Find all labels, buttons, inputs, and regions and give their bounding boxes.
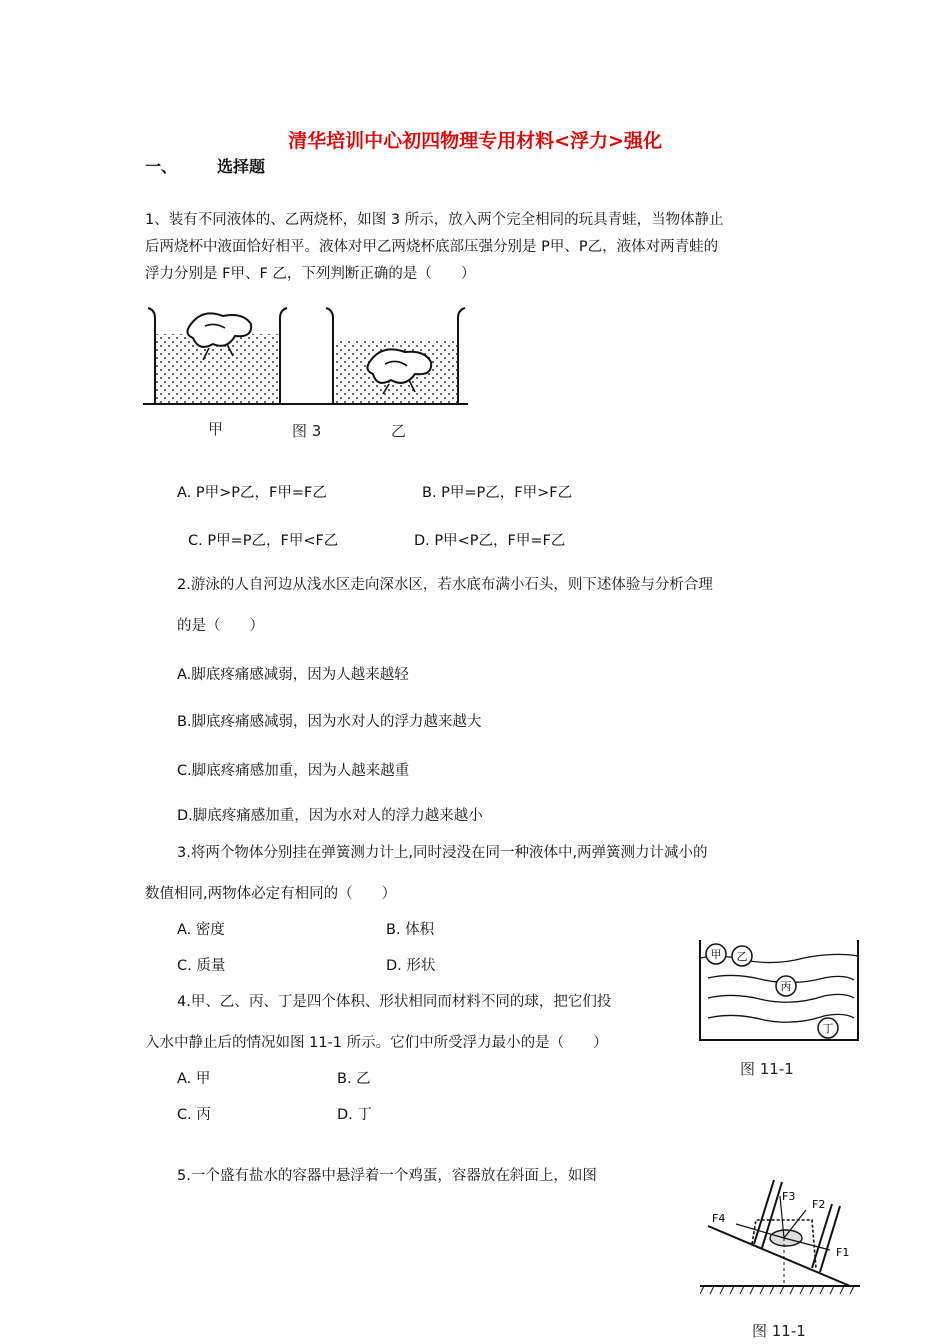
q2-option-d: D.脚底疼痛感加重，因为水对人的浮力越来越小 <box>177 808 483 824</box>
q1-option-b: B. P甲=P乙，F甲>F乙 <box>422 485 573 501</box>
q3-option-c: C. 质量 <box>177 958 226 974</box>
q2-option-c: C.脚底疼痛感加重，因为人越来越重 <box>177 763 410 779</box>
svg-text:乙: 乙 <box>736 950 748 963</box>
q4-option-a: A. 甲 <box>177 1071 211 1087</box>
q1-option-d: D. P甲<P乙，F甲=F乙 <box>414 533 566 549</box>
q3-option-a: A. 密度 <box>177 922 225 938</box>
svg-text:甲: 甲 <box>710 948 722 961</box>
q1-fig-caption: 图 3 <box>292 422 322 440</box>
q3-option-b: B. 体积 <box>386 922 435 938</box>
page-title: 清华培训中心初四物理专用材料<浮力>强化 <box>288 130 662 152</box>
q3-line1: 3.将两个物体分别挂在弹簧测力计上,同时浸没在同一种液体中,两弹簧测力计减小的 <box>177 845 708 861</box>
q1-line3: 浮力分别是 F甲、F 乙，下列判断正确的是（ ） <box>145 266 476 282</box>
q3-option-d: D. 形状 <box>386 958 436 974</box>
q5-line1: 5.一个盛有盐水的容器中悬浮着一个鸡蛋，容器放在斜面上，如图 <box>177 1168 597 1184</box>
q4-line1: 4.甲、乙、丙、丁是四个体积、形状相同而材料不同的球，把它们投 <box>177 994 612 1010</box>
q4-option-b: B. 乙 <box>337 1071 371 1087</box>
q1-option-c: C. P甲=P乙，F甲<F乙 <box>188 533 339 549</box>
figure-11-1-balls <box>694 936 864 1044</box>
q2-option-a: A.脚底疼痛感减弱，因为人越来越轻 <box>177 667 409 683</box>
svg-text:丙: 丙 <box>780 980 792 993</box>
q4-fig-caption: 图 11-1 <box>740 1060 794 1078</box>
q1-line1: 1、装有不同液体的、乙两烧杯，如图 3 所示，放入两个完全相同的玩具青蛙，当物体静止 <box>145 212 724 228</box>
q4-option-d: D. 丁 <box>337 1107 372 1123</box>
ball-ding <box>818 1018 838 1038</box>
ball-jia <box>706 944 726 964</box>
q1-fig-label-right: 乙 <box>391 422 407 440</box>
force-label-f1: F1 <box>836 1246 850 1259</box>
q2-line1: 2.游泳的人自河边从浅水区走向深水区，若水底布满小石头，则下述体验与分析合理 <box>177 577 713 593</box>
svg-text:丁: 丁 <box>822 1022 834 1035</box>
figure-3-beakers <box>143 304 468 412</box>
q4-line2: 入水中静止后的情况如图 11-1 所示。它们中所受浮力最小的是（ ） <box>145 1035 608 1051</box>
force-label-f3: F3 <box>782 1190 796 1203</box>
section-label: 选择题 <box>217 157 266 176</box>
q4-option-c: C. 丙 <box>177 1107 211 1123</box>
force-label-f2: F2 <box>812 1198 826 1211</box>
section-heading <box>145 154 305 177</box>
q1-fig-label-left: 甲 <box>208 420 224 438</box>
q2-option-b: B.脚底疼痛感减弱，因为水对人的浮力越来越大 <box>177 714 482 730</box>
figure-egg-on-incline <box>700 1176 870 1296</box>
section-number: 一、 <box>145 157 178 176</box>
q1-option-a: A. P甲>P乙，F甲=F乙 <box>177 485 327 501</box>
ball-yi <box>732 946 752 966</box>
q2-line2: 的是（ ） <box>177 618 264 634</box>
ball-bing <box>776 976 796 996</box>
q3-line2: 数值相同,两物体必定有相同的（ ） <box>145 886 397 902</box>
q5-fig-caption: 图 11-1 <box>752 1322 806 1340</box>
q1-line2: 后两烧杯中液面恰好相平。液体对甲乙两烧杯底部压强分别是 P甲、P乙，液体对两青蛙的 <box>145 239 719 255</box>
force-label-f4: F4 <box>712 1212 726 1225</box>
